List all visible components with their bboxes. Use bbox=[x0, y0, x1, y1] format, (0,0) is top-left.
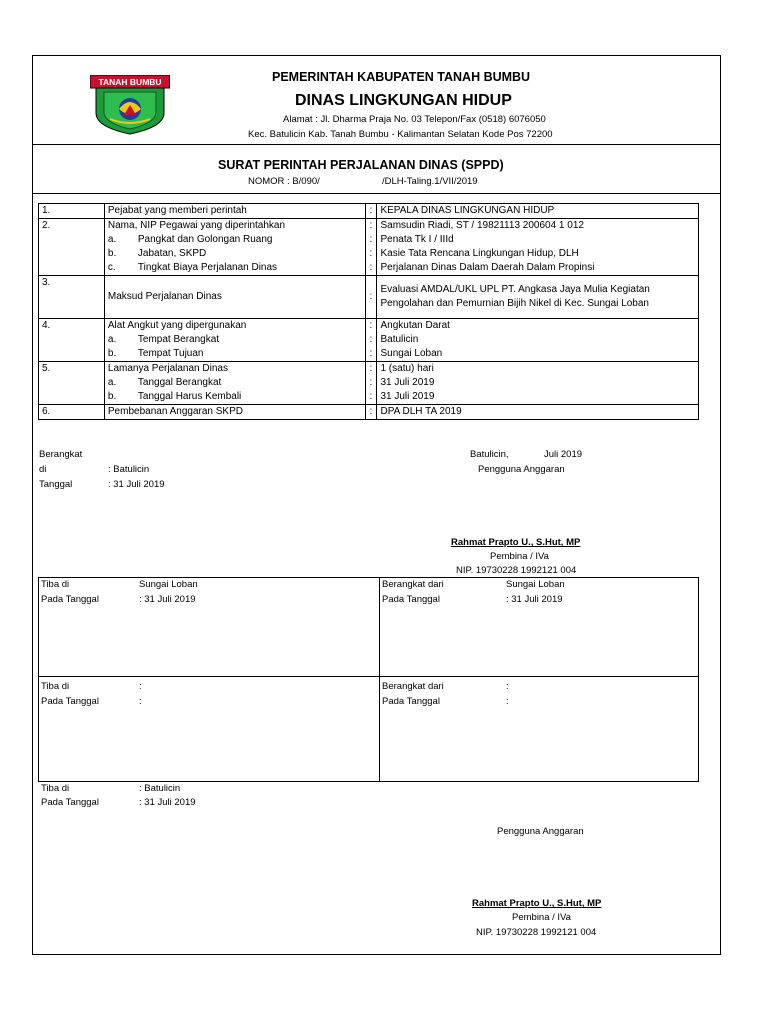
arrival-date-label: Pada Tanggal bbox=[41, 696, 99, 707]
sppd-details-table bbox=[38, 203, 699, 420]
row-value: 31 Juli 2019 bbox=[377, 376, 699, 390]
colon: : bbox=[366, 276, 377, 319]
row-label: Jabatan, SKPD bbox=[137, 248, 207, 259]
issue-date: Juli 2019 bbox=[544, 449, 583, 460]
table-row bbox=[39, 261, 699, 276]
row-label: Pangkat dan Golongan Ruang bbox=[137, 234, 273, 245]
row-label: Tempat Tujuan bbox=[137, 348, 204, 359]
table-row bbox=[39, 333, 699, 347]
return-date: : 31 Juli 2019 bbox=[139, 797, 196, 808]
row-label: Pejabat yang memberi perintah bbox=[104, 204, 366, 219]
arrival-place: Sungai Loban bbox=[139, 579, 198, 590]
row-label: Alat Angkut yang dipergunakan bbox=[104, 319, 366, 334]
title-divider bbox=[32, 193, 721, 194]
signatory-name: Rahmat Prapto U., S.Hut, MP bbox=[451, 537, 581, 548]
colon: : bbox=[366, 362, 377, 377]
table-row bbox=[39, 319, 699, 334]
row-label: Tanggal Berangkat bbox=[137, 377, 222, 388]
colon: : bbox=[366, 219, 377, 234]
row-value: 31 Juli 2019 bbox=[377, 390, 699, 405]
issue-place: Batulicin, bbox=[470, 449, 509, 460]
return-arrival-place: : Batulicin bbox=[139, 783, 181, 794]
row-sub: a. bbox=[107, 234, 117, 245]
colon: : bbox=[366, 261, 377, 276]
row-label: Lamanya Perjalanan Dinas bbox=[104, 362, 366, 377]
row-number: 4. bbox=[39, 319, 105, 334]
arrival-label: Tiba di bbox=[41, 681, 70, 692]
departure-from-place: : bbox=[506, 681, 509, 692]
row-label: Tanggal Harus Kembali bbox=[137, 391, 242, 402]
table-row bbox=[39, 376, 699, 390]
departure-heading: Berangkat bbox=[39, 449, 83, 460]
row-label: Nama, NIP Pegawai yang diperintahkan bbox=[104, 219, 366, 234]
issuer-role: Pengguna Anggaran bbox=[478, 464, 565, 475]
table-row bbox=[39, 362, 699, 377]
departure-date-label: Pada Tanggal bbox=[382, 594, 440, 605]
row-value: 1 (satu) hari bbox=[377, 362, 699, 377]
document-frame bbox=[32, 55, 721, 955]
document-number-suffix: /DLH-Taling.1/VII/2019 bbox=[382, 176, 478, 187]
header-government: PEMERINTAH KABUPATEN TANAH BUMBU bbox=[272, 70, 531, 84]
header-agency: DINAS LINGKUNGAN HIDUP bbox=[295, 92, 512, 109]
colon: : bbox=[369, 248, 373, 259]
row-sub: a. bbox=[107, 334, 117, 345]
signatory-rank: Pembina / IVa bbox=[490, 551, 549, 562]
departure-place-value: : Batulicin bbox=[108, 464, 150, 475]
row-value: KEPALA DINAS LINGKUNGAN HIDUP bbox=[377, 204, 699, 219]
departure-from-place: Sungai Loban bbox=[506, 579, 565, 590]
table-row bbox=[39, 233, 699, 247]
arrival-place: : bbox=[139, 681, 142, 692]
signatory-nip: NIP. 19730228 1992121 004 bbox=[456, 565, 577, 576]
row-value: Angkutan Darat bbox=[377, 319, 699, 334]
arrival-box-1 bbox=[38, 577, 380, 677]
row-sub: b. bbox=[107, 348, 117, 359]
table-row bbox=[39, 276, 699, 319]
row-value: Perjalanan Dinas Dalam Daerah Dalam Propinsi bbox=[377, 261, 699, 276]
arrival-label: Tiba di bbox=[41, 579, 70, 590]
table-row bbox=[39, 219, 699, 234]
colon: : bbox=[369, 377, 373, 388]
row-value: Samsudin Riadi, ST / 19821113 200604 1 012 bbox=[377, 219, 699, 234]
row-value: DPA DLH TA 2019 bbox=[377, 405, 699, 420]
row-number: 2. bbox=[39, 219, 105, 234]
arrival-box-2 bbox=[38, 676, 380, 782]
departure-from-label: Berangkat dari bbox=[382, 579, 444, 590]
colon: : bbox=[366, 347, 377, 362]
departure-from-label: Berangkat dari bbox=[382, 681, 444, 692]
row-value: Kasie Tata Rencana Lingkungan Hidup, DLH bbox=[377, 247, 699, 261]
row-number: 1. bbox=[39, 204, 105, 219]
row-value: Batulicin bbox=[377, 333, 699, 347]
departure-date-label: Tanggal bbox=[39, 479, 73, 490]
row-number: 3. bbox=[39, 276, 105, 319]
row-label: Pembebanan Anggaran SKPD bbox=[104, 405, 366, 420]
departure-box-1 bbox=[379, 577, 699, 677]
row-sub: c. bbox=[107, 262, 116, 273]
signatory-rank: Pembina / IVa bbox=[512, 912, 571, 923]
row-label: Maksud Perjalanan Dinas bbox=[104, 276, 366, 319]
signatory-name: Rahmat Prapto U., S.Hut, MP bbox=[472, 898, 602, 909]
row-label: Tingkat Biaya Perjalanan Dinas bbox=[137, 262, 278, 273]
row-number: 5. bbox=[39, 362, 105, 377]
row-value: Evaluasi AMDAL/UKL UPL PT. Angkasa Jaya Mulia Kegiatan bbox=[380, 284, 650, 295]
header-divider bbox=[32, 144, 721, 145]
signatory-nip: NIP. 19730228 1992121 004 bbox=[476, 927, 597, 938]
arrival-date: : bbox=[139, 696, 142, 707]
departure-place-label: di bbox=[39, 464, 47, 475]
colon: : bbox=[369, 334, 373, 345]
row-value: Penata Tk I / IIId bbox=[377, 233, 699, 247]
return-role: Pengguna Anggaran bbox=[497, 826, 584, 837]
table-row bbox=[39, 390, 699, 405]
arrival-date-label: Pada Tanggal bbox=[41, 594, 99, 605]
row-value: Sungai Loban bbox=[377, 347, 699, 362]
departure-date: : 31 Juli 2019 bbox=[506, 594, 563, 605]
departure-date-label: Pada Tanggal bbox=[382, 696, 440, 707]
colon: : bbox=[369, 234, 373, 245]
return-arrival-label: Tiba di bbox=[41, 783, 70, 794]
arrival-date: : 31 Juli 2019 bbox=[139, 594, 196, 605]
row-sub: b. bbox=[107, 391, 117, 402]
row-sub: a. bbox=[107, 377, 117, 388]
table-row bbox=[39, 405, 699, 420]
row-value-cont: Pengolahan dan Pemurnian Bijih Nikel di Kec. Sungai Loban bbox=[380, 298, 649, 309]
header-address: Alamat : Jl. Dharma Praja No. 03 Telepon/Fax (0518) 6076050 bbox=[283, 114, 546, 125]
colon: : bbox=[366, 390, 377, 405]
departure-date: : bbox=[506, 696, 509, 707]
logo-text: TANAH BUMBU bbox=[98, 77, 162, 87]
header-district: Kec. Batulicin Kab. Tanah Bumbu - Kalimantan Selatan Kode Pos 72200 bbox=[248, 129, 553, 140]
regency-logo bbox=[90, 75, 170, 135]
row-sub: b. bbox=[107, 248, 117, 259]
colon: : bbox=[366, 204, 377, 219]
table-row bbox=[39, 347, 699, 362]
row-label: Tempat Berangkat bbox=[137, 334, 220, 345]
table-row bbox=[39, 204, 699, 219]
colon: : bbox=[366, 319, 377, 334]
departure-date-value: : 31 Juli 2019 bbox=[108, 479, 165, 490]
document-title: SURAT PERINTAH PERJALANAN DINAS (SPPD) bbox=[218, 158, 504, 172]
document-number-label: NOMOR : B/090/ bbox=[248, 176, 320, 187]
table-row bbox=[39, 247, 699, 261]
row-number: 6. bbox=[39, 405, 105, 420]
colon: : bbox=[366, 405, 377, 420]
return-date-label: Pada Tanggal bbox=[41, 797, 99, 808]
